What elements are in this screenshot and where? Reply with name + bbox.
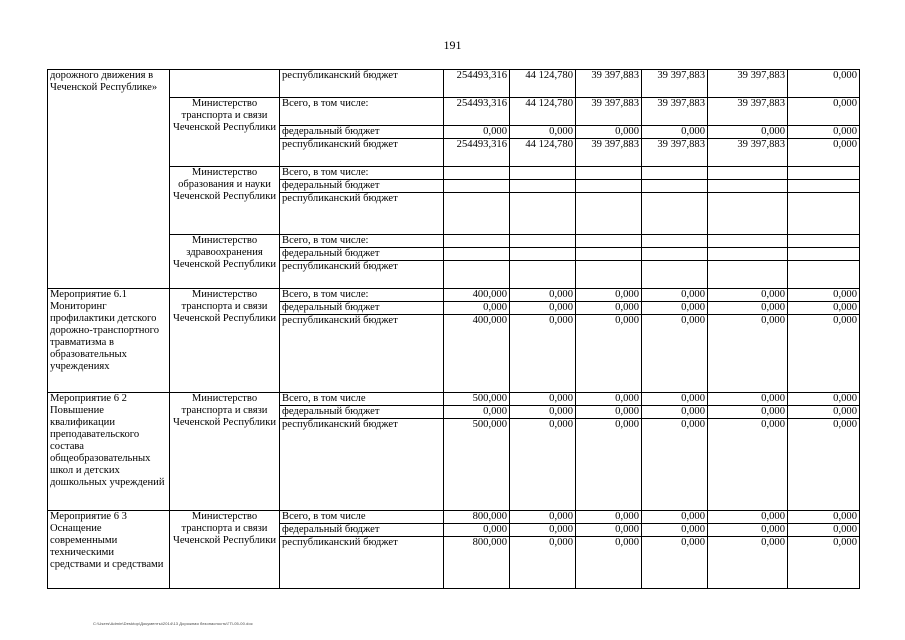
amount-cell: 0,000: [788, 511, 860, 524]
amount-cell: 0,000: [708, 393, 788, 406]
amount-cell: 0,000: [788, 126, 860, 139]
executor-cell: Министерство образования и науки Чеченской Республики: [170, 167, 280, 235]
funding-source-cell: Всего, в том числе:: [280, 289, 444, 302]
amount-cell: 0,000: [444, 406, 510, 419]
measure-name-cell: Мероприятие 6 2 Повышение квалификации преподавательского состава общеобразовательных школ и детских дошкольных учреждений: [48, 393, 170, 511]
amount-cell: 0,000: [510, 511, 576, 524]
amount-cell: 0,000: [576, 126, 642, 139]
amount-cell: 0,000: [510, 393, 576, 406]
executor-cell: Министерство транспорта и связи Чеченской Республики: [170, 289, 280, 393]
amount-cell: 0,000: [576, 419, 642, 511]
amount-cell: 0,000: [708, 315, 788, 393]
executor-cell: Министерство транспорта и связи Чеченской Республики: [170, 511, 280, 589]
amount-cell: 0,000: [642, 393, 708, 406]
amount-cell: [788, 180, 860, 193]
amount-cell: 39 397,883: [708, 98, 788, 126]
amount-cell: 500,000: [444, 419, 510, 511]
funding-source-cell: федеральный бюджет: [280, 524, 444, 537]
amount-cell: 0,000: [788, 419, 860, 511]
amount-cell: [576, 235, 642, 248]
amount-cell: 0,000: [642, 537, 708, 589]
amount-cell: 0,000: [708, 126, 788, 139]
amount-cell: 0,000: [708, 289, 788, 302]
amount-cell: [642, 248, 708, 261]
amount-cell: 0,000: [576, 302, 642, 315]
amount-cell: 400,000: [444, 315, 510, 393]
amount-cell: 0,000: [788, 315, 860, 393]
amount-cell: [510, 193, 576, 235]
table-row: [48, 511, 860, 524]
amount-cell: 0,000: [708, 511, 788, 524]
funding-source-cell: республиканский бюджет: [280, 537, 444, 589]
amount-cell: 0,000: [642, 126, 708, 139]
executor-cell: Министерство транспорта и связи Чеченской Республики: [170, 98, 280, 167]
amount-cell: 0,000: [708, 302, 788, 315]
funding-source-cell: республиканский бюджет: [280, 193, 444, 235]
amount-cell: 0,000: [788, 98, 860, 126]
funding-source-cell: Всего, в том числе:: [280, 235, 444, 248]
amount-cell: 0,000: [788, 139, 860, 167]
amount-cell: [576, 261, 642, 289]
table-row: [48, 289, 860, 302]
amount-cell: 800,000: [444, 511, 510, 524]
funding-source-cell: республиканский бюджет: [280, 70, 444, 98]
amount-cell: 0,000: [788, 406, 860, 419]
amount-cell: [444, 193, 510, 235]
amount-cell: 44 124,780: [510, 70, 576, 98]
amount-cell: 39 397,883: [642, 139, 708, 167]
amount-cell: [510, 180, 576, 193]
amount-cell: 0,000: [576, 315, 642, 393]
executor-cell: Министерство здравоохранения Чеченской Республики: [170, 235, 280, 289]
funding-source-cell: федеральный бюджет: [280, 302, 444, 315]
amount-cell: [642, 235, 708, 248]
measure-name-cell: дорожного движения в Чеченской Республике»: [48, 70, 170, 289]
amount-cell: 400,000: [444, 289, 510, 302]
amount-cell: 0,000: [510, 315, 576, 393]
amount-cell: 44 124,780: [510, 98, 576, 126]
amount-cell: 0,000: [642, 302, 708, 315]
funding-source-cell: федеральный бюджет: [280, 406, 444, 419]
funding-source-cell: Всего, в том числе: [280, 511, 444, 524]
table-row: [48, 98, 860, 126]
amount-cell: [510, 167, 576, 180]
amount-cell: 0,000: [708, 406, 788, 419]
amount-cell: 44 124,780: [510, 139, 576, 167]
amount-cell: 0,000: [642, 524, 708, 537]
table-body: [48, 70, 860, 589]
amount-cell: [444, 261, 510, 289]
amount-cell: 39 397,883: [576, 139, 642, 167]
funding-source-cell: республиканский бюджет: [280, 419, 444, 511]
amount-cell: [788, 235, 860, 248]
amount-cell: 254493,316: [444, 70, 510, 98]
amount-cell: 0,000: [642, 315, 708, 393]
amount-cell: 0,000: [510, 537, 576, 589]
amount-cell: 0,000: [642, 511, 708, 524]
amount-cell: [642, 180, 708, 193]
table-row: [48, 393, 860, 406]
amount-cell: [444, 180, 510, 193]
amount-cell: [510, 248, 576, 261]
file-path-footer: C:\Users\Admin\Desktop\Документы\2014\13 Дорожная безопасность\ГП-05-00.doc: [93, 621, 253, 626]
amount-cell: [642, 193, 708, 235]
amount-cell: 39 397,883: [642, 70, 708, 98]
amount-cell: 0,000: [788, 302, 860, 315]
amount-cell: 0,000: [788, 70, 860, 98]
amount-cell: 0,000: [708, 419, 788, 511]
funding-source-cell: республиканский бюджет: [280, 139, 444, 167]
amount-cell: [788, 193, 860, 235]
amount-cell: [788, 167, 860, 180]
amount-cell: [788, 261, 860, 289]
amount-cell: 0,000: [708, 524, 788, 537]
budget-table: [47, 69, 860, 589]
amount-cell: 0,000: [510, 126, 576, 139]
amount-cell: 39 397,883: [642, 98, 708, 126]
funding-source-cell: федеральный бюджет: [280, 180, 444, 193]
amount-cell: 500,000: [444, 393, 510, 406]
amount-cell: 0,000: [576, 393, 642, 406]
amount-cell: 0,000: [576, 537, 642, 589]
amount-cell: [576, 193, 642, 235]
amount-cell: 0,000: [444, 126, 510, 139]
amount-cell: 0,000: [576, 524, 642, 537]
amount-cell: 0,000: [788, 524, 860, 537]
amount-cell: 254493,316: [444, 98, 510, 126]
amount-cell: [708, 167, 788, 180]
amount-cell: [708, 261, 788, 289]
amount-cell: 0,000: [788, 289, 860, 302]
amount-cell: [576, 180, 642, 193]
amount-cell: 0,000: [642, 406, 708, 419]
measure-name-cell: Мероприятие 6 3 Оснащение современными техническими средствами и средствами: [48, 511, 170, 589]
amount-cell: [510, 235, 576, 248]
amount-cell: 0,000: [642, 419, 708, 511]
amount-cell: 0,000: [510, 524, 576, 537]
page-number: 191: [443, 38, 462, 52]
amount-cell: 0,000: [510, 419, 576, 511]
amount-cell: [576, 167, 642, 180]
amount-cell: [708, 193, 788, 235]
amount-cell: [510, 261, 576, 289]
funding-source-cell: Всего, в том числе:: [280, 98, 444, 126]
amount-cell: [444, 167, 510, 180]
amount-cell: 0,000: [444, 302, 510, 315]
funding-source-cell: республиканский бюджет: [280, 261, 444, 289]
funding-source-cell: республиканский бюджет: [280, 315, 444, 393]
amount-cell: 0,000: [576, 406, 642, 419]
amount-cell: 0,000: [510, 406, 576, 419]
table-row: [48, 70, 860, 98]
amount-cell: 0,000: [788, 393, 860, 406]
amount-cell: 0,000: [708, 537, 788, 589]
amount-cell: [708, 248, 788, 261]
amount-cell: 0,000: [510, 302, 576, 315]
executor-cell: [170, 70, 280, 98]
amount-cell: [642, 167, 708, 180]
amount-cell: [642, 261, 708, 289]
amount-cell: 0,000: [576, 289, 642, 302]
funding-source-cell: федеральный бюджет: [280, 248, 444, 261]
table-row: [48, 167, 860, 180]
executor-cell: Министерство транспорта и связи Чеченской Республики: [170, 393, 280, 511]
amount-cell: 39 397,883: [576, 70, 642, 98]
amount-cell: [708, 180, 788, 193]
measure-name-cell: Мероприятие 6.1 Мониторинг профилактики детского дорожно-транспортного травматизма в образовательных учреждениях: [48, 289, 170, 393]
amount-cell: 39 397,883: [576, 98, 642, 126]
table-row: [48, 235, 860, 248]
amount-cell: [788, 248, 860, 261]
funding-source-cell: Всего, в том числе:: [280, 167, 444, 180]
amount-cell: [708, 235, 788, 248]
amount-cell: 0,000: [444, 524, 510, 537]
amount-cell: [444, 248, 510, 261]
funding-source-cell: федеральный бюджет: [280, 126, 444, 139]
amount-cell: 39 397,883: [708, 139, 788, 167]
amount-cell: [444, 235, 510, 248]
amount-cell: 254493,316: [444, 139, 510, 167]
amount-cell: 0,000: [788, 537, 860, 589]
amount-cell: [576, 248, 642, 261]
amount-cell: 0,000: [576, 511, 642, 524]
amount-cell: 0,000: [642, 289, 708, 302]
amount-cell: 0,000: [510, 289, 576, 302]
funding-source-cell: Всего, в том числе: [280, 393, 444, 406]
amount-cell: 39 397,883: [708, 70, 788, 98]
amount-cell: 800,000: [444, 537, 510, 589]
